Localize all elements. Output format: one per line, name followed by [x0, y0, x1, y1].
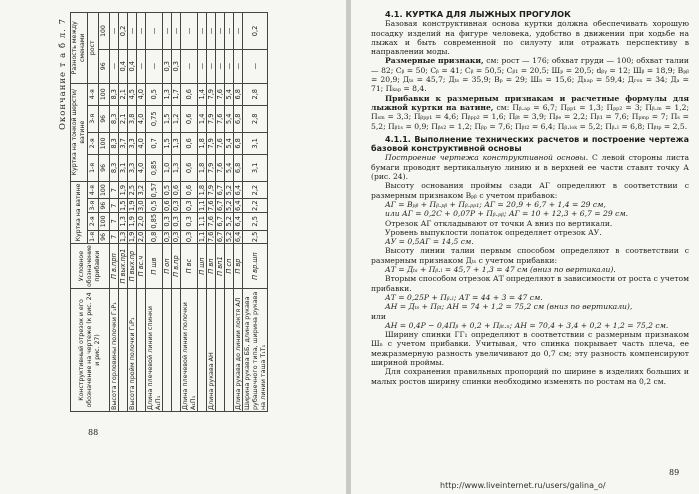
- table-cell: 5,2: [225, 231, 233, 243]
- paragraph: Уровень выпуклости лопаток определяет отрезок АУ.: [385, 227, 602, 237]
- paragraph: Для сохранения правильных пропорций по ширине в изделиях больших и малых ростов ширину спинки необходимо изменять по ростам на 0,2 см.: [371, 367, 689, 386]
- table-cell: 6,8: [234, 155, 243, 182]
- paragraph-increments: [371, 94, 689, 131]
- table-cell: 7: [110, 181, 119, 199]
- table-cell: 0,3: [181, 199, 198, 213]
- table-cell: 1,1: [198, 231, 206, 243]
- col-header-fullness: 3-я: [88, 199, 99, 213]
- table-cell: 0,3: [172, 231, 180, 243]
- table-row: [243, 13, 268, 412]
- col-header-size: 100: [99, 132, 110, 154]
- table-cell: —: [216, 13, 225, 50]
- table-cell: 6,4: [234, 200, 242, 211]
- paragraph: или: [371, 311, 386, 321]
- row-symbol: П вс: [181, 244, 198, 289]
- row-label: Длина плечевой линии полочки А₁П₁: [181, 289, 198, 412]
- row-symbol: П шв: [146, 244, 163, 289]
- table-cell: 3,1: [243, 132, 268, 154]
- row-symbol: П вр.шп: [243, 244, 268, 289]
- table-cell: 0,6: [181, 181, 198, 199]
- table-cell: 0,57: [146, 181, 163, 199]
- table-cell: 1,1: [198, 200, 206, 211]
- table-cell: 7: [110, 212, 119, 230]
- col-header-difference: Разность между сменами: [71, 13, 88, 84]
- table-cell: 1,8: [198, 155, 207, 182]
- table-cell: 1,5: [119, 200, 127, 211]
- table-cell: 0,6: [181, 132, 198, 154]
- table-row: [128, 13, 137, 412]
- page-number-right: 89: [669, 468, 680, 477]
- row-label: Длина рукава АН: [207, 289, 216, 412]
- table-cell: 2,5: [128, 181, 137, 199]
- table-cell: —: [207, 13, 216, 50]
- table-cell: 7,9: [207, 132, 216, 154]
- table-cell: 3,3: [128, 155, 137, 182]
- col-header-measure: Конструктивный отрезок и его обозначение на чертеже (к рис. 24 и рис. 27): [71, 289, 110, 412]
- col-header-fullness: 1-я: [88, 230, 99, 244]
- table-cell: —: [172, 13, 181, 50]
- dimensions-label: Размерные признаки,: [385, 56, 484, 66]
- row-symbol: П в.прп: [110, 244, 119, 289]
- formula: АН = Дₜₛ + Пᵦₜ; АН = 74 + 1,2 = 75,2 см (вниз по вертикали),: [385, 302, 633, 312]
- table-cell: 1,2: [172, 105, 181, 132]
- row-label: Высота пройм полочки Г₁Р₁: [128, 289, 137, 412]
- table-row: [137, 13, 146, 412]
- table-cell: 1,9: [128, 212, 137, 230]
- table-cell: 0,3: [172, 200, 180, 211]
- table-row: [225, 13, 234, 412]
- dimensions-text: см: рост — 176; обхват груди — 100; обхват талии — 82; Сᵦ = 50; Сᵦ = 41; Сᵦ = 50,5; Сᵦ₁ = 20,5; Шₚ = 20,5; dᵦᵧ = 12; Шᵦ = 18,9; Вₚᵦ = 20,9; Дₜₛ = 45,7; Дₜₛ = 35,9; Bₚ = 29; Шₙ = 15,6; Дₕₐₚ = 59,4; Дᵣₒₓ = 34; Дₐ = 71; Пₖₐₚ = 8,4.: [371, 56, 689, 94]
- row-label: [216, 289, 225, 412]
- rotated-table: [56, 12, 342, 412]
- table-cell: 2,2: [243, 181, 268, 199]
- table-cell: 0,3: [172, 49, 181, 83]
- table-cell: 2,0: [137, 231, 145, 243]
- table-cell: 1,9: [128, 200, 136, 211]
- row-label: [163, 289, 172, 412]
- table-cell: 7: [110, 230, 119, 244]
- row-label: [137, 289, 146, 412]
- table-cell: 6,8: [234, 132, 243, 154]
- col-header-jacket-thin: Куртка на тонкой шерсти/ватине: [71, 83, 88, 181]
- table-cell: 1,5: [163, 105, 172, 132]
- table-cell: 7,6: [216, 83, 225, 105]
- table-cell: 0,2: [243, 13, 268, 50]
- row-symbol: П вых.пр: [128, 244, 137, 289]
- text-column: [371, 10, 689, 386]
- col-header-fullness: 2-я: [88, 132, 99, 154]
- table-cell: 1,9: [119, 181, 128, 199]
- table-cell: 1,5: [163, 132, 172, 154]
- table-cell: 7,9: [207, 155, 216, 182]
- table-cell: 2,1: [119, 83, 128, 105]
- table-cell: —: [110, 13, 119, 50]
- paragraph: Базовая конструктивная основа куртки должна обеспечивать хорошую посадку изделий на фигуре человека, удобство в движении при ходьбе на лыжах и быть современной по силуэту или отражать перспективу в направлении моды.: [371, 19, 689, 57]
- formula: АГ = Вₚᵦ + Пᵦ.ₚᵦ + Пᵦ.ₚₚ₁; АГ = 20,9 + 6,7 + 1,4 = 29 см,: [385, 199, 606, 209]
- table-cell: 1,3: [172, 155, 181, 182]
- watermark-url: http://www.liveinternet.ru/users/galina_o/: [440, 481, 606, 490]
- paragraph-construction: [371, 153, 689, 181]
- paragraph: Отрезок АГ откладывают от точки А вниз по вертикали.: [385, 218, 613, 228]
- table-cell: 0,6: [172, 181, 181, 199]
- right-page: [351, 0, 699, 494]
- col-header-size: 96: [99, 105, 110, 132]
- row-symbol: П вых.пр1: [119, 244, 128, 289]
- table-cell: 6,7: [216, 231, 224, 243]
- table-cell: 3,1: [119, 155, 128, 182]
- table-cell: 0,8: [146, 230, 163, 244]
- table-cell: 0,2: [119, 13, 128, 50]
- table-cell: 0,4: [128, 49, 137, 83]
- table-caption: Окончание т а б л. 7: [58, 18, 68, 131]
- col-header-size: 96: [99, 49, 110, 83]
- row-label: [225, 289, 234, 412]
- table-cell: —: [110, 49, 119, 83]
- table-cell: —: [181, 13, 198, 50]
- row-symbol: П вп1: [216, 244, 225, 289]
- table-cell: 5,4: [225, 132, 234, 154]
- table-cell: 0,6: [181, 105, 198, 132]
- table-cell: —: [198, 13, 207, 50]
- row-label: [119, 289, 128, 412]
- row-label: Ширина рукава ББ, длина рукава рубашечного типа, ширина рукава на линии таша Т₁Т₁: [243, 289, 268, 412]
- left-page: [0, 0, 346, 494]
- table-cell: 7,6: [207, 231, 215, 243]
- table-cell: 6,4: [234, 181, 243, 199]
- table-row: [110, 13, 119, 412]
- col-header-size: 96: [99, 155, 110, 182]
- table-row: [119, 13, 128, 412]
- col-header-size: 96: [99, 199, 110, 213]
- col-header-jacket-cotton: Куртка на ватине: [71, 181, 88, 243]
- table-cell: —: [128, 13, 137, 50]
- table-cell: 6,4: [234, 231, 242, 243]
- table-cell: —: [146, 13, 163, 50]
- row-symbol: П вп: [207, 244, 216, 289]
- table-cell: 4,0: [137, 155, 146, 182]
- table-row: [172, 13, 181, 412]
- table-cell: 7,6: [216, 105, 225, 132]
- row-symbol: П сп: [225, 244, 234, 289]
- table-row: [146, 13, 163, 412]
- table-cell: 0,3: [163, 231, 171, 243]
- table-cell: —: [181, 49, 198, 83]
- table-cell: 0,6: [181, 83, 198, 105]
- row-symbol: П шп: [198, 244, 207, 289]
- table-cell: 7,6: [216, 155, 225, 182]
- table-cell: 8,3: [110, 105, 119, 132]
- formula: АН = 0,4Р − 0,4Пᵦ + 0,2 + Пᵦₜ.ₙ; АН = 70,4 + 3,4 + 0,2 + 1,2 = 75,2 см.: [385, 320, 669, 330]
- table-cell: 0,5: [146, 83, 163, 105]
- table-cell: 6,8: [234, 105, 243, 132]
- table-cell: 3,1: [243, 155, 268, 182]
- table-cell: 0,7: [146, 132, 163, 154]
- table-cell: 5,2: [225, 181, 234, 199]
- col-header-size: 100: [99, 181, 110, 199]
- col-header-fullness: 2-я: [88, 212, 99, 230]
- row-label: Длина рукава до линии локтя АЛ: [234, 289, 243, 412]
- table-cell: 1,8: [198, 132, 207, 154]
- table-cell: 2,5: [243, 230, 268, 244]
- table-cell: —: [234, 13, 243, 50]
- table-cell: 8,3: [110, 155, 119, 182]
- table-row: [181, 13, 198, 412]
- table-cell: 7,9: [207, 105, 216, 132]
- paragraph: Вторым способом отрезок АТ определяют в зависимости от роста с учетом прибавки.: [371, 274, 689, 293]
- table-cell: 0,75: [146, 105, 163, 132]
- table-cell: 3,3: [128, 132, 137, 154]
- formula: или АГ = 0,2С + 0,07Р + Пᵦ.ₚᵦ; АГ = 10 + 12,3 + 6,7 = 29 см.: [385, 209, 629, 219]
- table-cell: 4,0: [137, 83, 146, 105]
- table-cell: 0,3: [181, 212, 198, 230]
- table-cell: 1,0: [163, 155, 172, 182]
- col-header-size: 100: [99, 83, 110, 105]
- table-cell: —: [234, 49, 243, 83]
- col-header-fullness: 3-я: [88, 105, 99, 132]
- subsection-title: 4.1.1. Выполнение технических расчетов и построение чертежа базовой конструктивной основы: [371, 134, 689, 154]
- table-cell: —: [207, 49, 216, 83]
- table-row: [198, 13, 207, 412]
- col-header-size: 100: [99, 13, 110, 50]
- table-cell: 8,3: [110, 83, 119, 105]
- table-cell: 0,6: [181, 155, 198, 182]
- table-cell: 1,3: [119, 231, 127, 243]
- table-cell: 1,4: [198, 83, 207, 105]
- increments-text: см: Пᵦ.ₐₚ = 6,7; Пₚₚ₁ = 1,3; Пₚₚ₂ = 3; Пᵦ.ₘ = 1,2; Пₛₘ = 3,3; Пᵦₚₚ₁ = 4,6; Пᵦₚₚ₂ = 1,6; Пᵦₜ = 3,9; Пᵦₑ = 2,2; Пᵦ₁ = 7,6; Пₚₘₚ = 7; Пₛ = 5,2; Пᵦ₁ₛ = 0,9; Пᵦₛ₂ = 1,2; Пᵦₚ = 7,6; Пᵦₜ₂ = 6,4; Пᵦ.ₗₒₖ = 5,2; Пᵦ.ₗ = 6,8; Пᵦₜₚ = 2,5.: [371, 102, 689, 131]
- table-cell: 6,8: [234, 83, 243, 105]
- table-cell: 1,4: [198, 105, 207, 132]
- table-cell: 2,8: [243, 105, 268, 132]
- table-cell: 7,9: [207, 181, 216, 199]
- table-cell: 1,3: [163, 83, 172, 105]
- table-cell: 1,8: [198, 181, 207, 199]
- paragraph: Высоту основания проймы сзади АГ определяют в соответствии с размерным признаком Вₚᵦ с учетом прибавок:: [371, 181, 689, 200]
- table-cell: 0,6: [163, 200, 171, 211]
- increments-label: Прибавки к размерным признакам и расчетные формулы для лыжной куртки на ватине,: [371, 93, 689, 112]
- col-header-size: 100: [99, 212, 110, 230]
- table-cell: 4,5: [128, 83, 137, 105]
- table-cell: 7,6: [207, 200, 215, 211]
- paragraph: Высоту линии талии первым способом определяют в соответствии с размерным признаком Дₜₛ с учетом прибавки:: [371, 246, 689, 265]
- construction-text: С левой стороны листа бумаги проводят вертикальную линию и в верхней ее части ставят точку А (рис. 24).: [371, 153, 689, 182]
- row-label: [198, 289, 207, 412]
- table-cell: —: [137, 49, 146, 83]
- col-header-size: 96: [99, 230, 110, 244]
- table-cell: 0,85: [146, 212, 163, 230]
- row-symbol: П оп: [163, 244, 172, 289]
- col-header-height: рост: [88, 13, 99, 84]
- col-header-increment: Условное обозначение прибавки: [71, 244, 110, 289]
- table-cell: —: [137, 13, 146, 50]
- table-cell: —: [198, 49, 207, 83]
- table-cell: 0,5: [163, 181, 172, 199]
- table-cell: 0,4: [119, 49, 128, 83]
- table-cell: —: [225, 49, 234, 83]
- table-cell: 2,5: [243, 212, 268, 230]
- formula: АТ = Дₜₛ + Пᵦ.ₗ = 45,7 + 1,3 = 47 см (вниз по вертикали).: [385, 265, 616, 275]
- table-cell: 4,0: [137, 132, 146, 154]
- table-cell: 1,3: [119, 212, 128, 230]
- table-cell: 2,8: [243, 83, 268, 105]
- table-row: [207, 13, 216, 412]
- table-cell: 5,4: [225, 83, 234, 105]
- table-cell: 6,7: [216, 181, 225, 199]
- table-cell: 1,3: [172, 132, 181, 154]
- table-row: [234, 13, 243, 412]
- table-cell: 4,0: [137, 105, 146, 132]
- table-cell: —: [146, 49, 163, 83]
- table-cell: —: [243, 49, 268, 83]
- table-cell: 3,0: [137, 200, 145, 211]
- row-label: Высота горловины полочки Г₁Р₁: [110, 289, 119, 412]
- page-number-left: 88: [88, 428, 99, 437]
- table-cell: 3,8: [128, 105, 137, 132]
- table-cell: 5,2: [225, 212, 234, 230]
- table-cell: 0,3: [181, 230, 198, 244]
- formula: АТ = 0,25Р + Пᵦ.ₗ; АТ = 44 + 3 = 47 см.: [385, 292, 543, 302]
- table-cell: 6,7: [216, 200, 224, 211]
- table-cell: 8,3: [110, 132, 119, 154]
- table-cell: 2,1: [119, 105, 128, 132]
- table-row: [163, 13, 172, 412]
- table-cell: —: [216, 49, 225, 83]
- construction-label: Построение чертежа конструктивной основы.: [385, 153, 589, 163]
- table-cell: 2,0: [137, 212, 146, 230]
- table-cell: 1,1: [198, 212, 207, 230]
- col-header-fullness: 4-я: [88, 181, 99, 199]
- table-cell: 3,7: [119, 132, 128, 154]
- table-cell: 1,9: [128, 231, 136, 243]
- table-row: [216, 13, 225, 412]
- table-cell: 5,4: [225, 105, 234, 132]
- table-cell: 1,7: [172, 83, 181, 105]
- table-cell: 7,9: [207, 83, 216, 105]
- table-cell: 0,3: [163, 49, 172, 83]
- table-cell: 5,2: [225, 200, 233, 211]
- row-symbol: П вс.ч: [137, 244, 146, 289]
- formula: АУ = 0,5АГ = 14,5 см.: [385, 237, 474, 247]
- section-title: 4.1. КУРТКА ДЛЯ ЛЫЖНЫХ ПРОГУЛОК: [385, 9, 571, 19]
- table-cell: 0,85: [146, 155, 163, 182]
- paragraph: Ширину спинки ГГ₁ определяют в соответствии с размерным признаком Шₙ с учетом прибавки. Учитывая, что спинка покрывает часть плеча, ее межразмерную разность увеличивают до 0,7 см; эту разность компенсируют шириной проймы.: [371, 330, 689, 367]
- table-cell: 0,3: [163, 212, 172, 230]
- paragraph-dimensions: [371, 56, 689, 93]
- table-cell: 0,5: [146, 199, 163, 213]
- table-cell: 0,3: [172, 212, 181, 230]
- table-cell: 2,2: [243, 199, 268, 213]
- table-cell: 7,6: [207, 212, 216, 230]
- table-cell: —: [163, 13, 172, 50]
- row-symbol: П вр: [234, 244, 243, 289]
- row-symbol: П в.пр: [172, 244, 181, 289]
- row-label: [172, 289, 181, 412]
- measurement-table: [70, 12, 268, 412]
- table-cell: 5,4: [225, 155, 234, 182]
- table-area: [56, 12, 342, 412]
- table-cell: 6,4: [234, 212, 243, 230]
- table-cell: 7,6: [216, 132, 225, 154]
- table-cell: 3,2: [137, 181, 146, 199]
- col-header-fullness: 4-я: [88, 83, 99, 105]
- table-cell: 6,7: [216, 212, 225, 230]
- col-header-fullness: 1-я: [88, 155, 99, 182]
- table-cell: 7: [110, 199, 119, 213]
- table-cell: —: [225, 13, 234, 50]
- row-label: Длина плечевой линии спинки А₁П₁: [146, 289, 163, 412]
